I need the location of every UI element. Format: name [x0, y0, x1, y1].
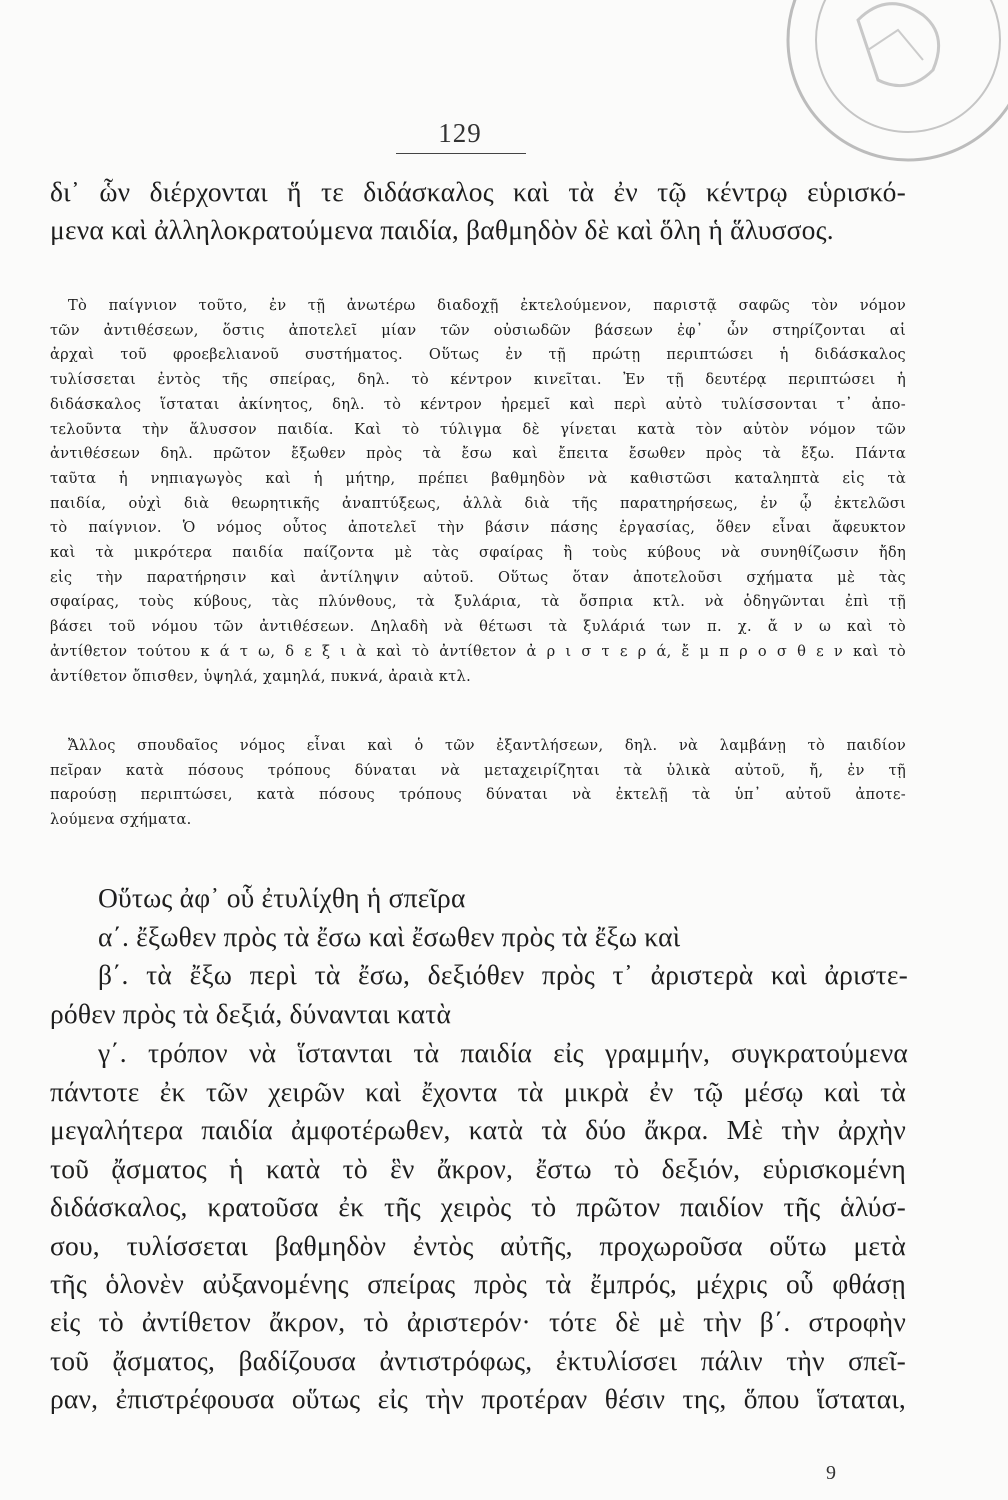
- text-line: Ἄλλος σπουδαῖος νόμος εἶναι καὶ ὁ τῶν ἐξαντλήσεων, δηλ. νὰ λαμβάνῃ τὸ παιδίον: [68, 737, 906, 754]
- text-line: σφαίρας, τοὺς κύβους, τὰς πλύνθους, τὰ ξυλάρια, τὰ ὄσπρια κτλ. νὰ ὁδηγῶνται ἐπὶ τῇ: [50, 593, 906, 611]
- text-line: τυλίσσεται ἐντὸς τῆς σπείρας, δηλ. τὸ κέντρον κινεῖται. Ἐν τῇ δευτέρᾳ περιπτώσει ἡ: [50, 371, 906, 389]
- list-heading: Οὕτως ἀφ᾽ οὗ ἐτυλίχθη ἡ σπεῖρα: [98, 882, 466, 913]
- text-line: ἀντιθέσεων δηλ. πρῶτον ἔξωθεν πρὸς τὰ ἔσω καὶ ἔπειτα ἔσωθεν πρὸς τὰ ἔξω. Πάντα: [50, 445, 906, 463]
- text-line: καὶ τὰ μικρότερα παιδία παίζοντα μὲ τὰς σφαίρας ἢ τοὺς κύβους νὰ συνηθίζωσιν ἤδη: [50, 544, 906, 562]
- text-line: παρούσῃ περιπτώσει, κατὰ πόσους τρόπους δύναται νὰ ἐκτελῇ τὰ ὑπ᾽ αὐτοῦ ἀποτε-: [50, 786, 906, 804]
- text-line: εἰς τὸ ἀντίθετον ἄκρον, τὸ ἀριστερόν· τότε δὲ μὲ τὴν β΄. στροφὴν: [50, 1306, 906, 1338]
- text-line: πάντοτε ἐκ τῶν χειρῶν καὶ ἔχοντα τὰ μικρὰ ἐν τῷ μέσῳ καὶ τὰ: [50, 1076, 906, 1107]
- list-item-a: α΄. ἔξωθεν πρὸς τὰ ἔσω καὶ ἔσωθεν πρὸς τὰ ἔξω καὶ: [98, 921, 681, 952]
- text-line: μεγαλήτερα παιδία ἀμφοτέρωθεν, κατὰ τὰ δύο ἄκρα. Μὲ τὴν ἀρχὴν: [50, 1114, 906, 1146]
- text-line: ραν, ἐπιστρέφουσα οὕτως εἰς τὴν προτέραν θέσιν της, ὅπου ἵσταται,: [50, 1383, 906, 1415]
- text-line: τὸ παίγνιον. Ὁ νόμος οὗτος ἀποτελεῖ τὴν βάσιν πάσης ἐργασίας, ὅθεν εἶναι ἄφευκτον: [50, 519, 906, 537]
- text-line: εἰς τὴν παρατήρησιν καὶ ἀντίληψιν αὐτοῦ. Οὕτως ὅταν ἀποτελοῦσι σχήματα μὲ τὰς: [50, 568, 906, 586]
- printer-signature-mark: 9: [826, 1462, 836, 1484]
- text-line: πεῖραν κατὰ πόσους τρόπους δύναται νὰ μεταχειρίζηται τὰ ὑλικὰ αὐτοῦ, ἤ, ἐν τῇ: [50, 761, 906, 779]
- list-item-c: γ΄. τρόπον νὰ ἵστανται τὰ παιδία εἰς γραμμήν, συγκρατούμενα: [98, 1037, 908, 1068]
- text-line: σου, τυλίσσεται βαθμηδὸν ἐντὸς αὐτῆς, προχωροῦσα οὕτω μετὰ: [50, 1229, 906, 1261]
- intro-paragraph: [50, 173, 906, 250]
- text-line: τῆς ὁλονὲν αὐξανομένης σπείρας πρὸς τὰ ἔμπρός, μέχρις οὗ φθάσῃ: [50, 1268, 906, 1300]
- text-line: ἀντίθετον ὄπισθεν, ὑψηλά, χαμηλά, πυκνά, ἀραιὰ κτλ.: [50, 667, 472, 685]
- text-line: τοῦ ᾄσματος ἡ κατὰ τὸ ἓν ἄκρον, ἔστω τὸ δεξιόν, εὑρισκομένη: [50, 1152, 906, 1184]
- paragraph-law-of-opposites: [50, 294, 906, 689]
- text-line: τοῦ ᾄσματος, βαδίζουσα ἀντιστρόφως, ἐκτυλίσσει πάλιν τὴν σπεῖ-: [50, 1344, 906, 1376]
- header-rule: [396, 153, 526, 154]
- text-line: ἀρχαὶ τοῦ φροεβελιανοῦ συστήματος. Οὕτως ἐν τῇ πρώτῃ περιπτώσει ἡ διδάσκαλος: [50, 346, 906, 364]
- text-line: μενα καὶ ἀλληλοκρατούμενα παιδία, βαθμηδὸν δὲ καὶ ὅλη ἡ ἅλυσσος.: [50, 214, 834, 246]
- text-line: Τὸ παίγνιον τοῦτο, ἐν τῇ ἀνωτέρω διαδοχῇ ἐκτελούμενον, παριστᾷ σαφῶς τὸν νόμον: [68, 297, 906, 314]
- text-line: διδάσκαλος ἵσταται ἀκίνητος, δηλ. τὸ κέντρον ἠρεμεῖ καὶ περὶ αὐτὸ τυλίσσονται τ᾽ ἀπο-: [50, 395, 906, 413]
- text-line: δι᾽ ὧν διέρχονται ἥ τε διδάσκαλος καὶ τὰ ἐν τῷ κέντρῳ εὑρισκό-: [50, 176, 906, 207]
- text-line: ἀντίθετον τούτου κ ά τ ω, δ ε ξ ι ὰ καὶ τὸ ἀντίθετον ἀ ρ ι σ τ ε ρ ά, ἔ μ π ρ ο σ θ ε ν καὶ τὸ: [50, 642, 906, 660]
- paragraph-procedure: [50, 1073, 906, 1419]
- text-line: παιδία, οὐχὶ διὰ θεωρητικῆς ἀναπτύξεως, ἀλλὰ διὰ τῆς παρατηρήσεως, ἐν ᾧ ἐκτελῶσι: [50, 494, 906, 512]
- text-line: ταῦτα ἡ νηπιαγωγὸς καὶ ἡ μήτηρ, πρέπει βαθμηδὸν νὰ καθιστῶσι καταληπτὰ εἰς τὰ: [50, 469, 906, 487]
- text-line: βάσει τοῦ νόμου τῶν ἀντιθέσεων. Δηλαδὴ νὰ θέτωσι τὰ ξυλάριά των π. χ. ἄ ν ω καὶ τὸ: [50, 618, 906, 636]
- list-item-b-continuation: ρόθεν πρὸς τὰ δεξιά, δύνανται κατὰ: [50, 998, 452, 1029]
- text-line: τελοῦντα τὴν ἅλυσσον παιδία. Καὶ τὸ τύλιγμα δὲ γίνεται κατὰ τὸν αὐτὸν νόμον τῶν: [50, 420, 906, 438]
- page-number: 129: [438, 118, 482, 148]
- text-line: λούμενα σχήματα.: [50, 811, 192, 829]
- list-item-b: β΄. τὰ ἔξω περὶ τὰ ἔσω, δεξιόθεν πρὸς τ᾽ ἀριστερὰ καὶ ἀριστε-: [98, 959, 908, 990]
- text-line: τῶν ἀντιθέσεων, ὅστις ἀποτελεῖ μίαν τῶν οὐσιωδῶν βάσεων ἐφ᾽ ὧν στηρίζονται αἱ: [50, 321, 906, 339]
- text-line: διδάσκαλος, κρατοῦσα ἐκ τῆς χειρὸς τὸ πρῶτον παιδίον τῆς ἁλύσ-: [50, 1191, 906, 1223]
- paragraph-law-of-exhaustion: [50, 734, 906, 833]
